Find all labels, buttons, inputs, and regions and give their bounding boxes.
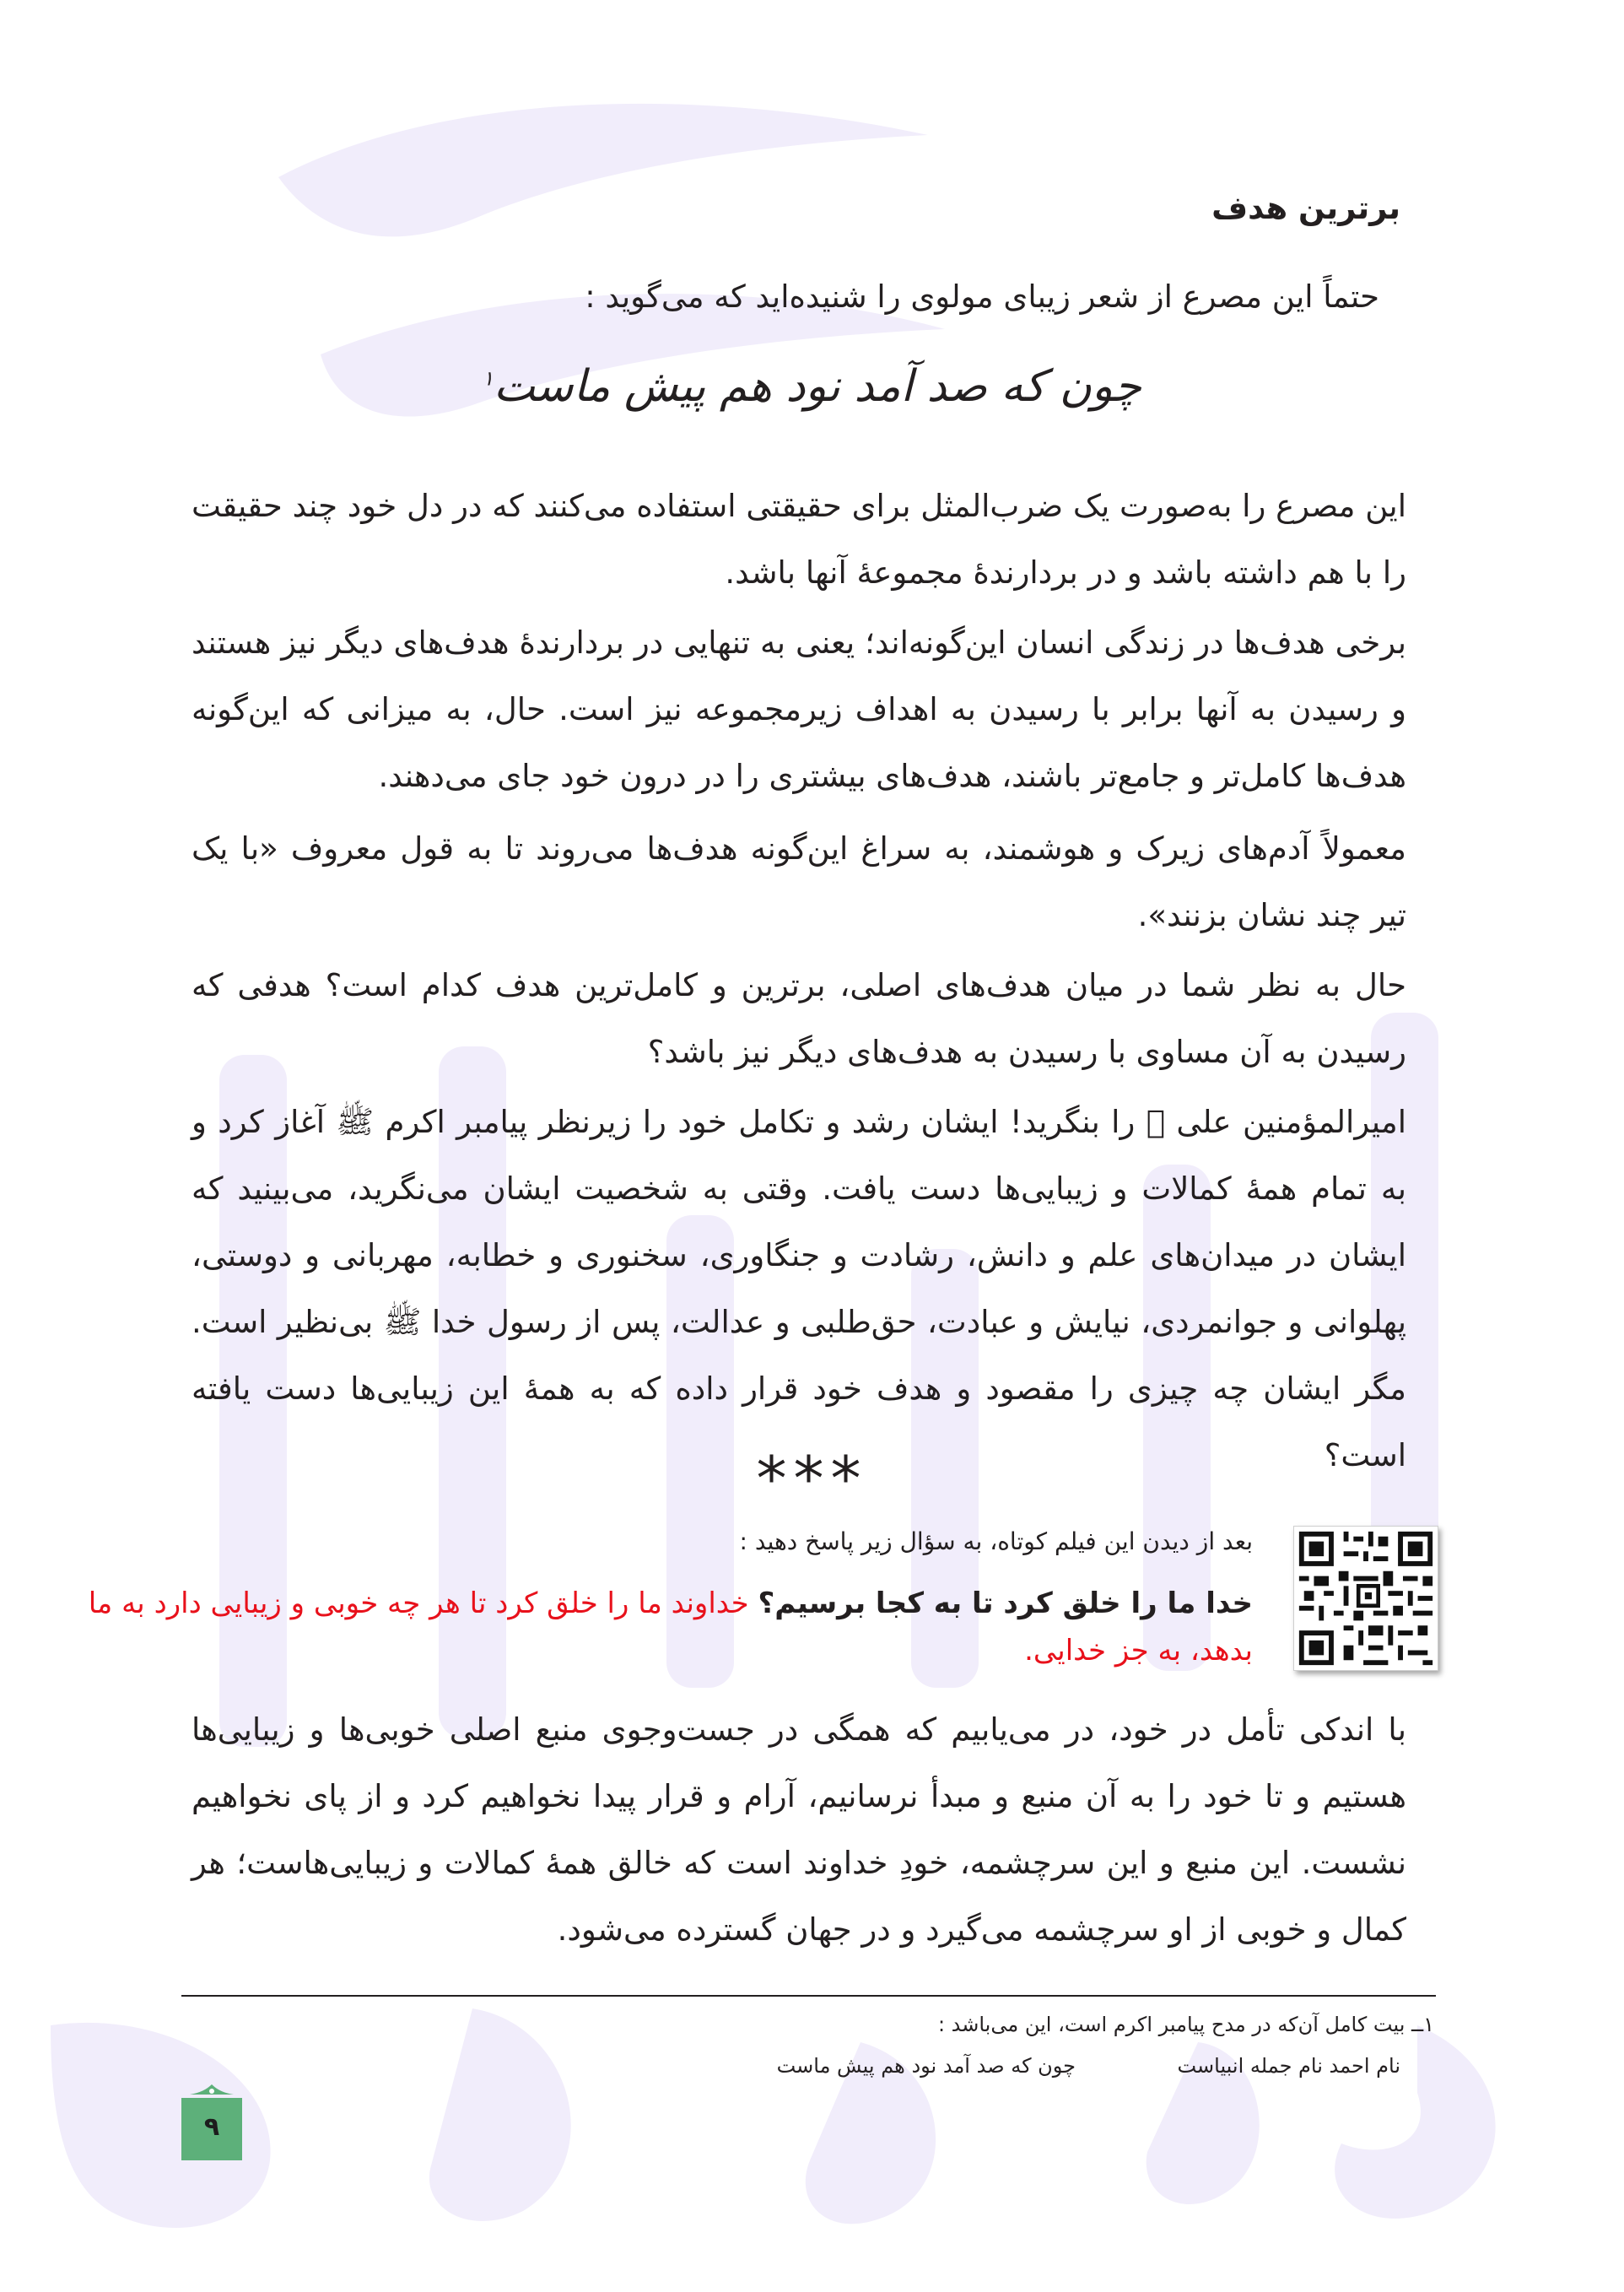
page-number-badge: [181, 2084, 242, 2160]
footnote-divider: [181, 1995, 1436, 1997]
footnote-ref: ۱: [483, 366, 494, 391]
qr-question: خدا ما را خلق کرد تا به کجا برسیم؟: [758, 1587, 1253, 1620]
closing-paragraph: با اندکی تأمل در خود، در می‌یابیم که همگی در جست‌وجوی منبع اصلی خوبی‌ها و زیبایی‌ها هستیم و تا خود را به آن منبع و مبدأ نرسانیم، آرام و قرار پیدا نخواهیم کرد و از پای نخواهیم نشست. این منبع و این سرچشمه، خودِ خداوند است که خالق همهٔ کمالات و زیبایی‌هاست؛ هر کمال و خوبی از او سرچشمه می‌گیرد و در جهان گسترده می‌شود.: [192, 1711, 1406, 1948]
paragraph-5: امیرالمؤمنین علی ﷤ را بنگرید! ایشان رشد و تکامل خود را زیرنظر پیامبر اکرم ﷺ آغاز کرد و به تمام همهٔ کمالات و زیبایی‌ها دست یافت. وقتی به شخصیت ایشان می‌نگرید، می‌بینید که ایشان در میدان‌های علم و دانش، رشادت و جنگاوری، سخنوری و خطابه، مهربانی و دوستی، پهلوانی و جوانمردی، نیایش و عبادت، حق‌طلبی و عدالت، پس از رسول خدا ﷺ بی‌نظیر است. مگر ایشان چه چیزی را مقصود و هدف خود قرار داده که به همهٔ این زیبایی‌ها دست یافته است؟: [192, 1104, 1406, 1473]
poem-verse: [0, 361, 1624, 412]
section-heading: برترین هدف: [1211, 190, 1400, 226]
verse-text: چون که صد آمد نود هم پیش ماست: [494, 361, 1141, 412]
footnote-hemistich-2: چون که صد آمد نود هم پیش ماست: [776, 2054, 1076, 2078]
footnote-text: ۱ــ بیت کامل آن‌که در مدح پیامبر اکرم است، این می‌باشد :: [937, 2013, 1434, 2036]
footnote-hemistich-1: نام احمد نام جمله انبیاست: [1177, 2054, 1400, 2078]
page-number: ۹: [181, 2098, 242, 2160]
paragraph-1: این مصرع را به‌صورت یک ضرب‌المثل برای حقیقتی استفاده می‌کنند که در دل خود چند حقیقت را با هم داشته باشد و در بردارندهٔ مجموعهٔ آنها باشد.: [192, 488, 1406, 591]
qr-question-answer: [55, 1580, 1253, 1674]
qr-answer: خداوند ما را خلق کرد تا هر چه خوبی و زیبایی دارد به ما بدهد، به جز خدایی.: [88, 1587, 1253, 1668]
section-separator: ***: [756, 1443, 868, 1514]
paragraph-4: حال به نظر شما در میان هدف‌های اصلی، برترین و کامل‌ترین هدف کدام است؟ هدفی که رسیدن به آن مساوی با رسیدن به هدف‌های دیگر نیز باشد؟: [192, 967, 1406, 1070]
paragraph-3: معمولاً آدم‌های زیرک و هوشمند، به سراغ این‌گونه هدف‌ها می‌روند تا به قول معروف «با یک تیر چند نشان بزنند».: [192, 830, 1406, 933]
paragraph-2: برخی هدف‌ها در زندگی انسان این‌گونه‌اند؛ یعنی به تنهایی در بردارندهٔ هدف‌های دیگر نیز هستند و رسیدن به آنها برابر با رسیدن به اهداف زیرمجموعه نیز است. حال، به میزانی که این‌گونه هدف‌ها کامل‌تر و جامع‌تر باشند، هدف‌های بیشتری را در درون خود جای می‌دهند.: [192, 624, 1406, 794]
qr-instruction: بعد از دیدن این فیلم کوتاه، به سؤال زیر پاسخ دهید :: [739, 1527, 1253, 1555]
intro-text: حتماً این مصرع از شعر زیبای مولوی را شنیده‌اید که می‌گوید :: [585, 278, 1379, 315]
qr-code[interactable]: [1293, 1526, 1438, 1671]
